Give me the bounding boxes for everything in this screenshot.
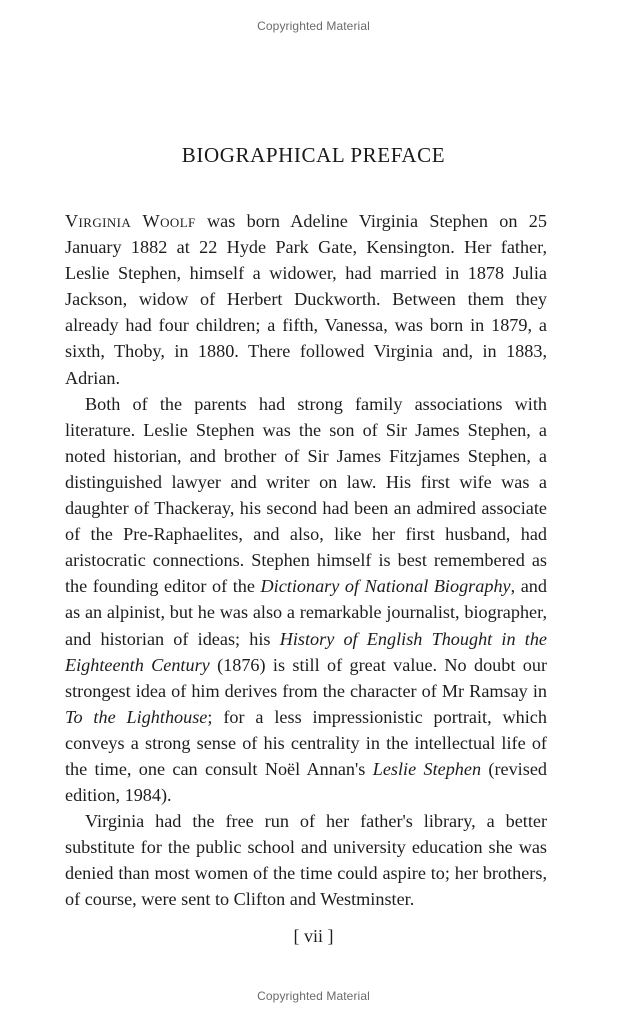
italic-leslie-stephen-title: Leslie Stephen [372,758,482,779]
chapter-title: BIOGRAPHICAL PREFACE [181,143,446,167]
body-text [65,208,547,913]
paragraph-2-text-5: (revised edition, 1984). [65,758,547,806]
paragraph-3-text: Virginia had the free run of her father's library, a better substitute for the public school and university education she was denied than most women of the time could aspire to; her brothers, of course, were sent to Clifton and Westminster. [65,811,547,910]
paragraph-3 [65,808,547,912]
page-number: [ vii ] [293,926,334,946]
paragraph-2 [65,391,547,809]
opening-small-caps: Virginia Woolf [65,211,196,231]
paragraph-2-text-4: ; for a less impressionistic portrait, which conveys a strong sense of his centrality in the intellectual life of the time, one can consult Noël Annan's [65,706,547,779]
paragraph-2-text-2: , and as an alpinist, but he was also a remarkable journalist, biographer, and historian of ideas; his [65,576,547,649]
paragraph-2-text-3: (1876) is still of great value. No doubt our strongest idea of him derives from the character of Mr Ramsay in [65,654,547,701]
copyright-watermark-bottom: Copyrighted Material [257,989,370,1003]
copyright-watermark-top: Copyrighted Material [257,19,370,33]
paragraph-2-text-1: Both of the parents had strong family associations with literature. Leslie Stephen was the son of Sir James Stephen, a noted historian, and brother of Sir James Fitzjames Stephen, a distinguished lawyer and writer on law. His first wife was a daughter of Thackeray, his second had been an admired associate of the Pre-Raphaelites, and also, like her first husband, had aristocratic connections. Stephen himself is best remembered as the founding editor of the [65,393,547,597]
italic-dictionary-title: Dictionary of National Biography [260,576,511,597]
italic-history-title: History of English Thought in the Eighteenth Century [65,628,547,675]
paragraph-1-text: was born Adeline Virginia Stephen on 25 January 1882 at 22 Hyde Park Gate, Kensington. Her father, Leslie Stephen, himself a widower, had married in 1878 Julia Jackson, widow of Herbert Duckworth. Between them they already had four children; a fifth, Vanessa, was born in 1879, a sixth, Thoby, in 1880. There followed Virginia and, in 1883, Adrian. [65,211,547,388]
italic-lighthouse-title: To the Lighthouse [65,706,208,727]
paragraph-1 [65,208,547,391]
